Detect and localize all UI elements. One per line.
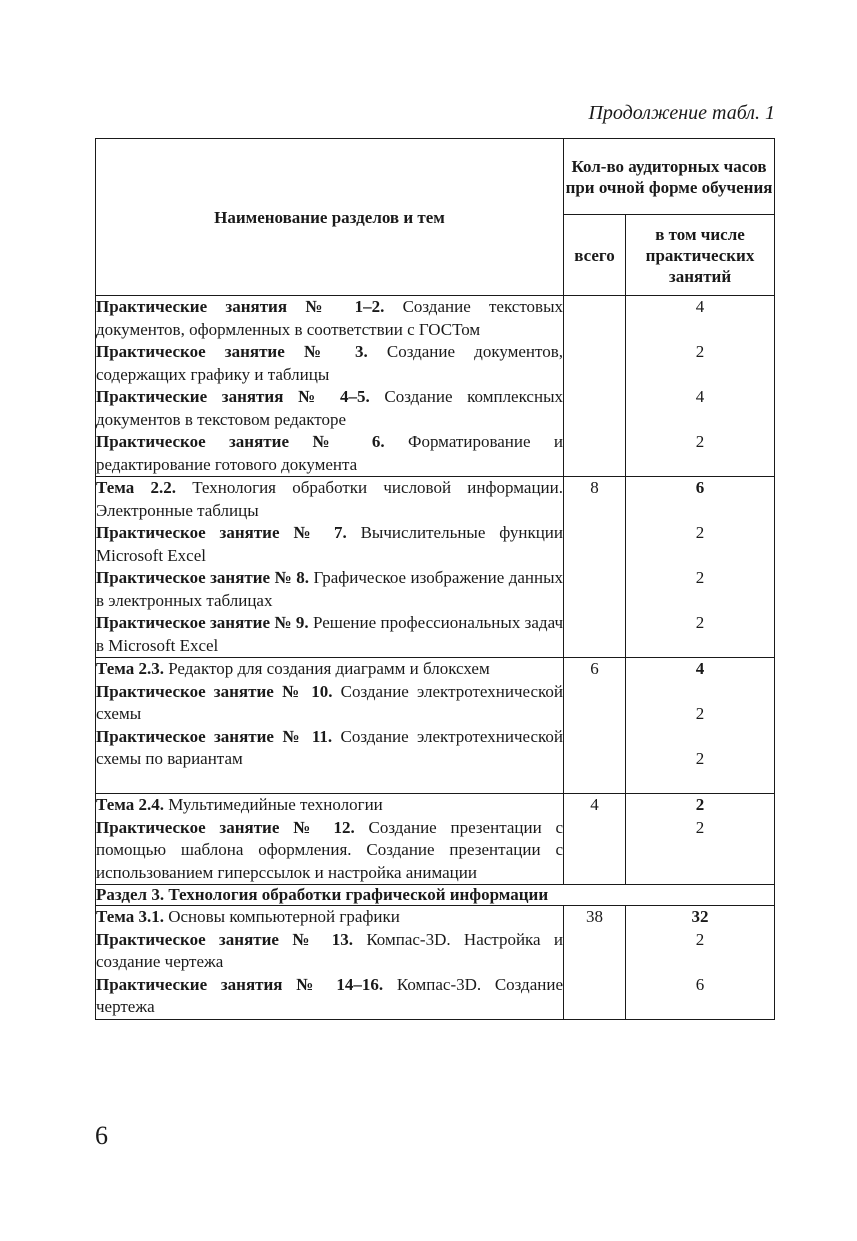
entry-label: Практическое занятие № 6. [96,432,385,451]
entry-text: Редактор для создания диаграмм и блоксхем [163,659,490,678]
table-row [96,794,775,885]
entry [96,929,563,974]
entry-label: Практическое занятие № 7. [96,523,347,542]
practical-cell [626,477,775,658]
practical-value: 32 [691,907,709,926]
header-practical: в том числе практических занятий [626,215,775,296]
topic-cell [96,477,564,658]
practical-value: 2 [695,749,705,768]
entry-label: Практическое занятие № 13. [96,929,353,949]
total-cell [564,296,626,477]
table-row [96,906,775,1020]
entry [96,974,563,1019]
entry-text: Создание комплексных документов в текстовом редакторе [96,387,563,429]
practical-value: 4 [695,297,705,316]
entry [96,681,563,726]
entry [96,431,563,476]
total-value: 4 [590,795,599,814]
entry [96,567,563,612]
practical-value: 2 [695,817,705,837]
entry-label: Тема 2.3. [96,659,164,678]
practical-cell [626,794,775,885]
entry [96,522,563,567]
section-row [96,885,775,906]
practical-value: 2 [695,523,705,542]
entry-text: Создание презентации с помощью шаблона оформления. Создание презентации с использованием гиперссылок и настройка анимации [96,817,563,882]
practical-value: 2 [695,432,705,451]
entry [96,817,563,885]
entry [96,794,563,817]
entry-text: Создание текстовых документов, оформленных в соответствии с ГОСТом [96,297,563,339]
header-total: всего [564,215,626,296]
header-hours: Кол-во аудиторных часов при очной форме обучения [564,139,775,215]
practical-value: 2 [695,929,705,949]
practical-value: 2 [695,795,705,814]
entry-text: Технология обработки числовой информации. Электронные таблицы [96,478,563,520]
practical-value: 4 [695,387,705,406]
entry-label: Практическое занятие № 10. [96,681,333,701]
table-row [96,477,775,658]
total-value: 6 [590,659,599,678]
practical-value: 2 [695,704,705,723]
table-row [96,296,775,477]
entry-text: Решение профессиональных задач в Microsoft Excel [96,613,564,655]
entry [96,658,563,681]
total-value [564,296,625,341]
entry-text: Создание документов, содержащих графику и таблицы [96,342,563,384]
topic-cell [96,794,564,885]
entry [96,386,563,431]
header-section-name: Наименование разделов и тем [96,139,564,296]
practical-value: 2 [695,613,705,632]
entry-text: Форматирование и редактирование готового документа [96,432,564,474]
entry-label: Тема 2.4. [96,795,164,814]
practical-cell [626,658,775,794]
practical-cell [626,296,775,477]
table-caption: Продолжение табл. 1 [588,102,775,124]
entry-text: Графическое изображение данных в электронных таблицах [96,568,564,610]
entry [96,906,563,929]
entry-label: Практическое занятие № 8. [96,568,310,587]
entry-text: Основы компьютерной графики [163,907,400,926]
entry-label: Практическое занятие № 3. [96,342,368,361]
hours-table [95,138,775,1020]
total-value: 38 [586,907,603,926]
entry-text: Создание электротехнической схемы [96,681,563,723]
entry-label: Практическое занятие № 9. [96,613,309,632]
entry-text: Компас-3D. Создание чертежа [96,974,563,1016]
entry-label: Практические занятия № 14–16. [96,974,384,994]
entry-label: Тема 2.2. [96,478,176,497]
total-value: 8 [590,478,599,497]
entry [96,341,563,386]
practical-value: 2 [695,342,705,361]
entry-text: Создание электротехнической схемы по вариантам [96,726,563,768]
total-cell [564,906,626,1020]
table-row [96,658,775,794]
practical-cell [626,906,775,1020]
topic-cell [96,296,564,477]
practical-value: 6 [695,478,705,497]
entry [96,612,563,657]
total-cell [564,477,626,658]
entry-text: Компас-3D. Настройка и создание чертежа [96,929,564,971]
topic-cell [96,906,564,1020]
entry-label: Практические занятия № 1–2. [96,297,385,316]
entry-label: Практическое занятие № 12. [96,817,355,837]
entry-label: Практические занятия № 4–5. [96,387,370,406]
total-cell [564,794,626,885]
entry [96,296,563,341]
practical-value: 6 [695,974,705,994]
topic-cell [96,658,564,794]
total-cell [564,658,626,794]
entry-text: Мультимедийные технологии [163,795,383,814]
entry-label: Практическое занятие № 11. [96,726,333,746]
section-title: Раздел 3. Технология обработки графической информации [96,885,775,906]
entry [96,726,563,771]
entry-text: Вычислительные функции Microsoft Excel [96,523,563,565]
page-number: 6 [95,1121,108,1150]
practical-value: 2 [695,568,705,587]
practical-value: 4 [695,659,705,678]
entry-label: Тема 3.1. [96,907,164,926]
entry [96,477,563,522]
